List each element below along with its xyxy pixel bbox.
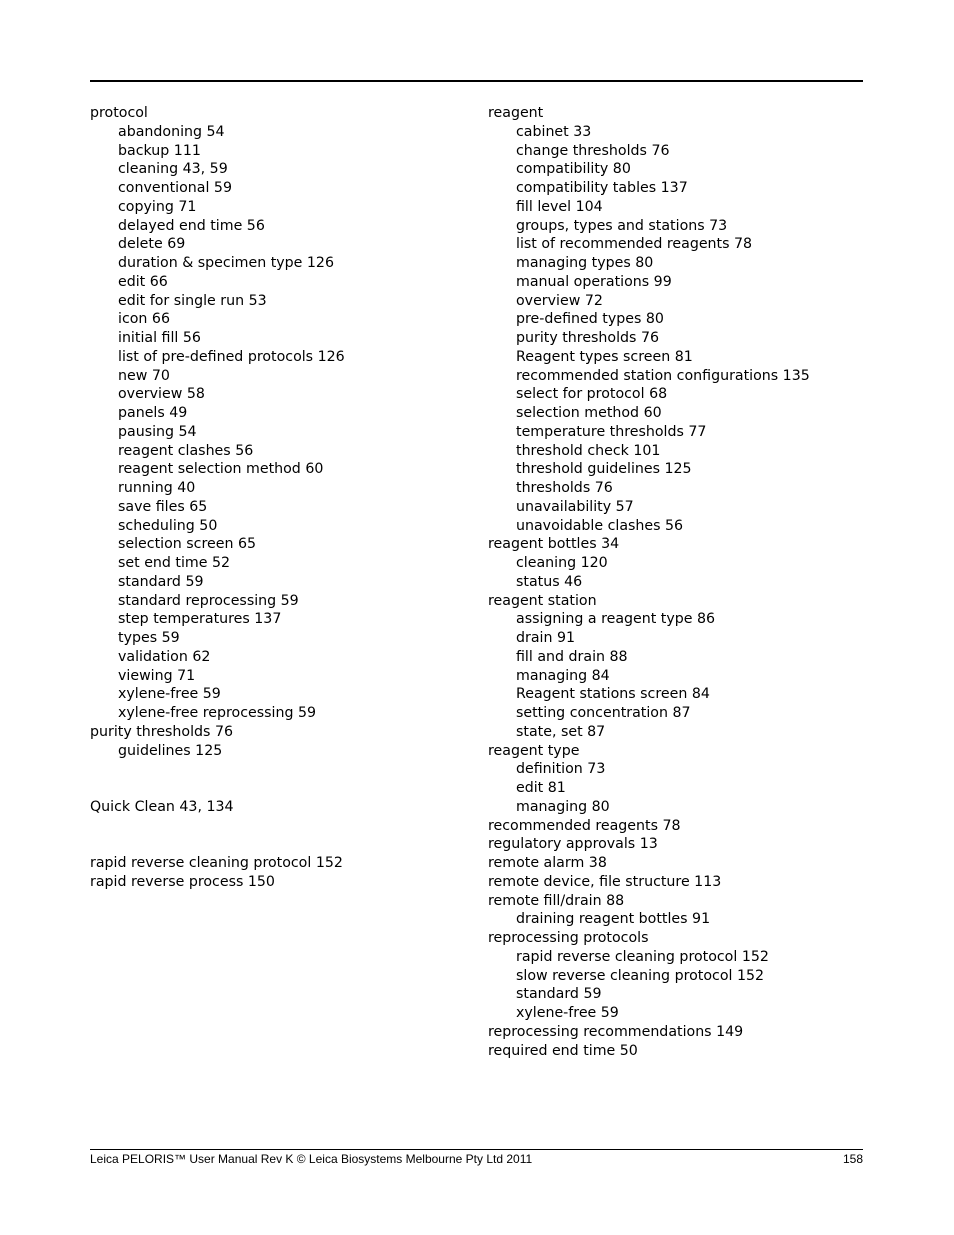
index-entry: protocol	[90, 105, 148, 121]
index-entry: remote alarm 38	[488, 855, 607, 871]
index-entry: regulatory approvals 13	[488, 836, 658, 853]
index-subentry: delete 69	[118, 236, 186, 253]
index-subentry: selection method 60	[516, 405, 662, 421]
index-subentry: compatibility tables 137	[516, 180, 688, 196]
index-entry: recommended reagents 78	[488, 817, 681, 834]
index-subentry: types 59	[118, 630, 180, 646]
index-subentry: unavoidable clashes 56	[516, 517, 684, 534]
index-subentry: new 70	[118, 367, 170, 384]
index-subentry: select for protocol 68	[516, 386, 668, 403]
index-subentry: overview 72	[516, 292, 603, 309]
index-spacer	[90, 835, 470, 854]
index-subentry: cabinet 33	[516, 123, 592, 140]
index-entry: reprocessing recommendations 149	[488, 1023, 744, 1040]
index-subentry: guidelines 125	[118, 742, 223, 759]
index-subentry: temperature thresholds 77	[516, 423, 707, 440]
index-subentry: save files 65	[118, 498, 208, 515]
index-entry: rapid reverse cleaning protocol 152	[90, 855, 343, 871]
index-entry: reprocessing protocols	[488, 930, 649, 946]
index-subentry: slow reverse cleaning protocol 152	[516, 967, 765, 984]
index-subentry: delayed end time 56	[118, 217, 265, 234]
index-entry: reagent bottles 34	[488, 536, 620, 553]
page-number: 158	[842, 1152, 863, 1166]
index-subentry: pre-defined types 80	[516, 311, 664, 328]
index-entry: reagent type	[488, 742, 580, 759]
index-spacer	[90, 760, 470, 779]
index-subentry: scheduling 50	[118, 517, 218, 534]
index-entry: purity thresholds 76	[90, 723, 234, 740]
index-subentry: reagent clashes 56	[118, 442, 254, 459]
index-subentry: cleaning 120	[516, 555, 608, 571]
footer-rule	[90, 1149, 863, 1150]
index-subentry: reagent selection method 60	[118, 461, 324, 478]
index-entry: remote device, file structure 113	[488, 873, 722, 890]
index-subentry: assigning a reagent type 86	[516, 611, 716, 628]
index-subentry: backup 111	[118, 142, 201, 159]
index-subentry: step temperatures 137	[118, 611, 282, 628]
index-subentry: icon 66	[118, 311, 170, 328]
index-subentry: setting concentration 87	[516, 705, 691, 721]
index-subentry: edit for single run 53	[118, 292, 267, 309]
index-subentry: cleaning 43, 59	[118, 161, 228, 178]
index-subentry: draining reagent bottles 91	[516, 911, 711, 928]
index-subentry: edit 66	[118, 273, 168, 290]
index-subentry: standard 59	[516, 986, 602, 1003]
footer-copyright: Leica PELORIS™ User Manual Rev K © Leica Biosystems Melbourne Pty Ltd 2011	[90, 1152, 533, 1166]
index-subentry: copying 71	[118, 198, 197, 215]
index-subentry: conventional 59	[118, 180, 232, 196]
index-subentry: standard reprocessing 59	[118, 592, 299, 609]
index-subentry: duration & specimen type 126	[118, 255, 334, 271]
index-subentry: Reagent types screen 81	[516, 348, 693, 365]
index-subentry: edit 81	[516, 780, 566, 796]
index-subentry: validation 62	[118, 648, 211, 665]
index-subentry: running 40	[118, 480, 196, 496]
index-subentry: definition 73	[516, 761, 606, 778]
index-entry: rapid reverse process 150	[90, 873, 275, 890]
index-subentry: xylene-free reprocessing 59	[118, 705, 317, 721]
index-subentry: pausing 54	[118, 423, 197, 440]
index-spacer	[90, 817, 470, 836]
index-subentry: Reagent stations screen 84	[516, 686, 710, 703]
index-subentry: viewing 71	[118, 667, 196, 684]
index-subentry: managing 84	[516, 667, 610, 684]
index-subentry: threshold check 101	[516, 442, 661, 459]
index-subentry: drain 91	[516, 630, 576, 646]
index-column-right	[488, 104, 868, 1060]
index-subentry: selection screen 65	[118, 536, 257, 553]
index-subentry: compatibility 80	[516, 161, 631, 178]
index-subentry: status 46	[516, 573, 583, 590]
index-subentry: unavailability 57	[516, 498, 634, 515]
index-subentry: initial fill 56	[118, 330, 201, 346]
index-subentry: list of recommended reagents 78	[516, 236, 753, 253]
index-spacer	[90, 779, 470, 798]
index-subentry: recommended station configurations 135	[516, 367, 810, 384]
index-subentry: manual operations 99	[516, 273, 672, 290]
index-subentry: overview 58	[118, 386, 205, 403]
index-subentry: state, set 87	[516, 723, 606, 740]
index-subentry: thresholds 76	[516, 480, 613, 496]
index-subentry: managing types 80	[516, 255, 654, 271]
index-subentry: groups, types and stations 73	[516, 217, 728, 234]
index-entry: reagent	[488, 105, 544, 121]
index-subentry: set end time 52	[118, 555, 231, 571]
index-subentry: xylene-free 59	[516, 1005, 619, 1021]
index-column-left	[90, 104, 470, 892]
index-subentry: change thresholds 76	[516, 142, 670, 159]
header-rule	[90, 80, 863, 82]
index-subentry: fill and drain 88	[516, 648, 628, 665]
index-subentry: fill level 104	[516, 198, 603, 215]
index-subentry: threshold guidelines 125	[516, 461, 692, 478]
index-subentry: xylene-free 59	[118, 686, 221, 703]
index-subentry: standard 59	[118, 573, 204, 590]
index-subentry: purity thresholds 76	[516, 330, 660, 346]
index-entry: required end time 50	[488, 1042, 638, 1059]
index-subentry: rapid reverse cleaning protocol 152	[516, 948, 769, 965]
index-subentry: list of pre-defined protocols 126	[118, 348, 345, 365]
index-subentry: managing 80	[516, 798, 610, 815]
index-entry: remote fill/drain 88	[488, 892, 625, 909]
index-entry: reagent station	[488, 592, 597, 609]
index-subentry: abandoning 54	[118, 123, 225, 140]
index-subentry: panels 49	[118, 405, 188, 421]
index-entry: Quick Clean 43, 134	[90, 798, 234, 815]
